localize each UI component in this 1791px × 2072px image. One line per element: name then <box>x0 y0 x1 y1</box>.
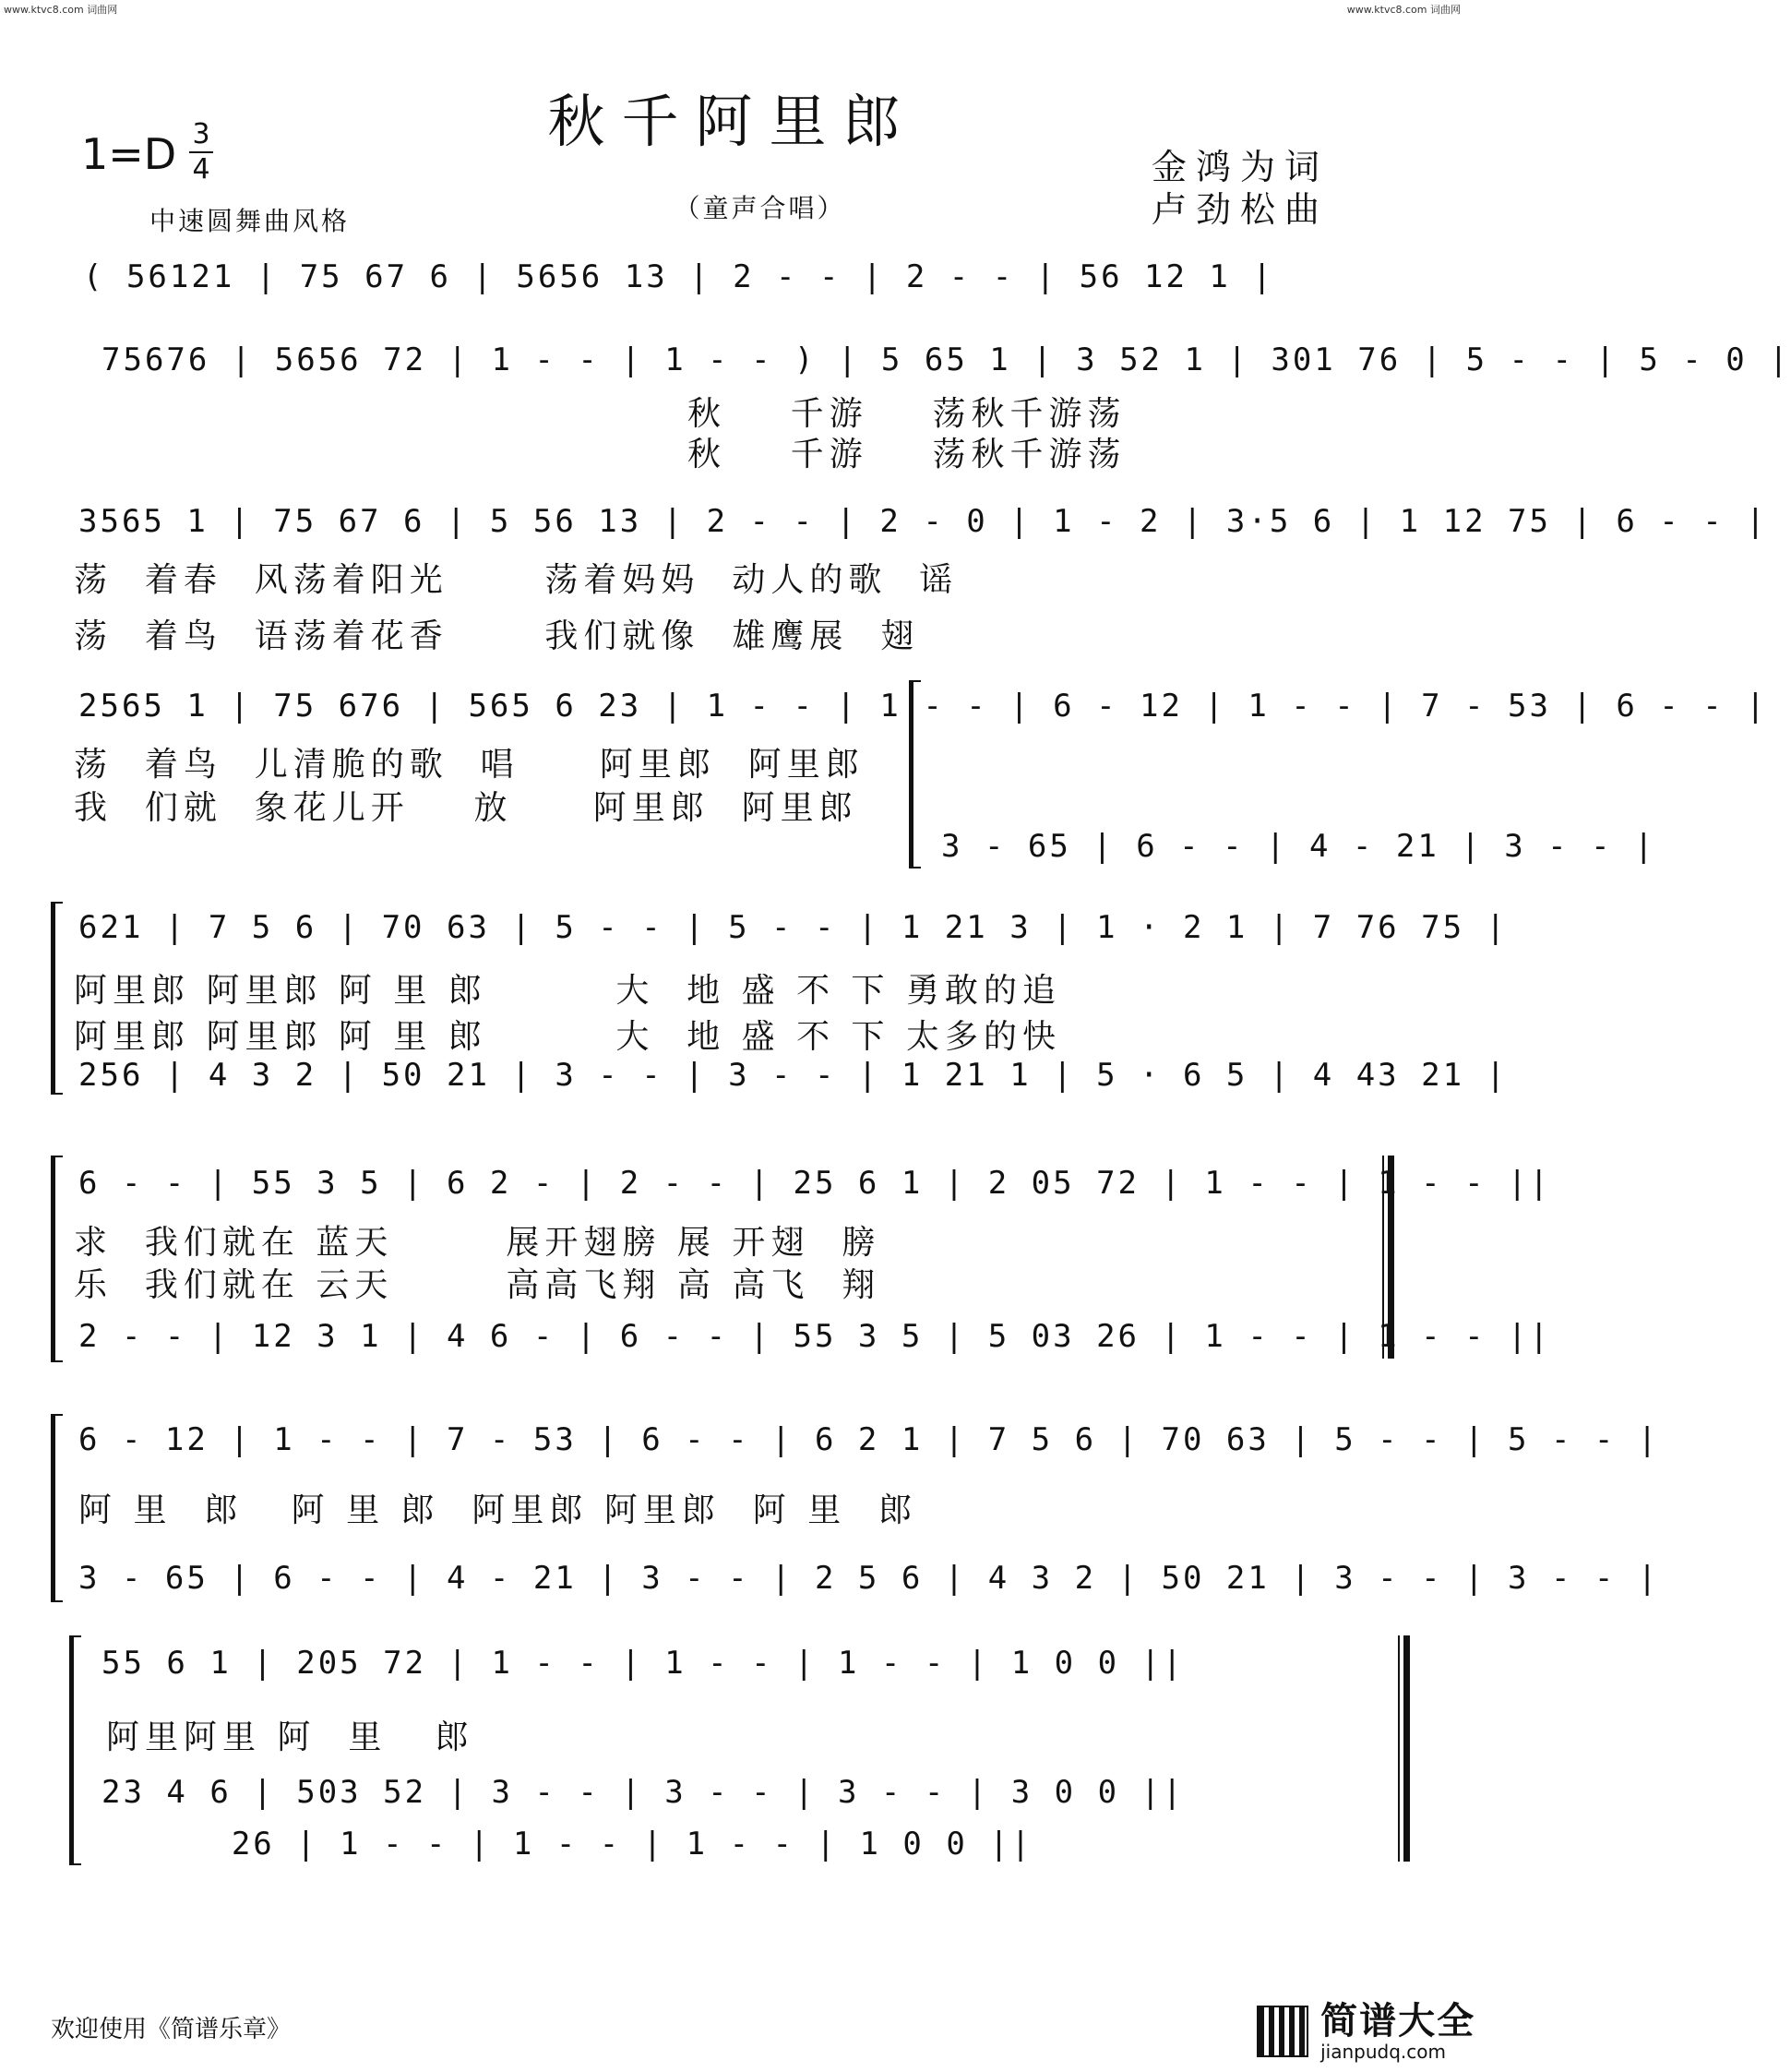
staff-notes: 621 | 7 5 6 | 70 63 | 5 - - | 5 - - | 1 21 3 | 1 · 2 1 | 7 76 75 | <box>78 909 1509 946</box>
site-label-right: www.ktvc8.com 词曲网 <box>1346 4 1461 16</box>
staff-lower-voice-2: 26 | 1 - - | 1 - - | 1 - - | 1 0 0 || <box>101 1826 1033 1862</box>
choir-brace <box>69 1635 81 1865</box>
choir-brace <box>909 680 921 868</box>
choir-brace <box>51 902 63 1095</box>
footer-text: 欢迎使用《简谱乐章》 <box>51 2016 292 2043</box>
lyric-verse-1: 荡 着春 风荡着阳光 荡着妈妈 动人的歌 谣 <box>74 561 959 599</box>
staff-notes: 75676 | 5656 72 | 1 - - | 1 - - ) | 5 65 1 | 3 52 1 | 301 76 | 5 - - | 5 - 0 | <box>101 341 1791 378</box>
staff-notes: 6 - - | 55 3 5 | 6 2 - | 2 - - | 25 6 1 | 2 05 72 | 1 - - | 1 - - || <box>78 1165 1551 1202</box>
lyric-verse-1: 阿 里 郎 阿 里 郎 阿里郎 阿里郎 阿 里 郎 <box>78 1491 918 1529</box>
lyric-verse-1: 秋 千游 荡秋千游荡 <box>687 395 1127 433</box>
final-barline <box>1398 1635 1410 1862</box>
choir-brace <box>51 1414 63 1602</box>
lyric-verse-1: 阿里郎 阿里郎 阿 里 郎 大 地 盛 不 下 勇敢的追 <box>74 972 1061 1010</box>
piano-keys-icon <box>1257 2006 1308 2057</box>
site-label-left: www.ktvc8.com 词曲网 <box>4 4 118 16</box>
logo-text <box>1320 2001 1475 2062</box>
lyric-verse-1: 求 我们就在 蓝天 展开翅膀 展 开翅 膀 <box>74 1224 881 1262</box>
lyric-verse-2: 我 们就 象花儿开 放 阿里郎 阿里郎 <box>74 789 858 827</box>
staff-notes: 55 6 1 | 205 72 | 1 - - | 1 - - | 1 - - | 1 0 0 || <box>101 1645 1185 1682</box>
lyric-verse-2: 阿里郎 阿里郎 阿 里 郎 大 地 盛 不 下 太多的快 <box>74 1018 1061 1056</box>
lyric-verse-2: 乐 我们就在 云天 高高飞翔 高 高飞 翔 <box>74 1266 881 1304</box>
song-title: 秋千阿里郎 <box>547 88 917 155</box>
subtitle: （童声合唱） <box>674 193 846 223</box>
time-signature-top: 3 <box>192 118 210 150</box>
choir-brace <box>51 1156 63 1362</box>
staff-lower-voice: 3 - 65 | 6 - - | 4 - 21 | 3 - - | <box>941 828 1656 865</box>
staff-lower-voice: 2 - - | 12 3 1 | 4 6 - | 6 - - | 55 3 5 | 5 03 26 | 1 - - | 1 - - || <box>78 1318 1551 1355</box>
staff-lower-voice: 256 | 4 3 2 | 50 21 | 3 - - | 3 - - | 1 21 1 | 5 · 6 5 | 4 43 21 | <box>78 1057 1509 1094</box>
lyric-verse-1: 荡 着鸟 儿清脆的歌 唱 阿里郎 阿里郎 <box>74 746 865 784</box>
lyricist-credit: 金鸿为词 <box>1152 147 1330 187</box>
staff-notes: 6 - 12 | 1 - - | 7 - 53 | 6 - - | 6 2 1 | 7 5 6 | 70 63 | 5 - - | 5 - - | <box>78 1421 1660 1458</box>
staff-notes: 3565 1 | 75 67 6 | 5 56 13 | 2 - - | 2 - 0 | 1 - 2 | 3·5 6 | 1 12 75 | 6 - - | <box>78 503 1768 540</box>
site-logo[interactable] <box>1257 2001 1475 2062</box>
staff-notes: ( 56121 | 75 67 6 | 5656 13 | 2 - - | 2 - - | 56 12 1 | <box>83 258 1274 295</box>
tempo-marking: 中速圆舞曲风格 <box>149 206 351 236</box>
staff-lower-voice: 23 4 6 | 503 52 | 3 - - | 3 - - | 3 - - | 3 0 0 || <box>101 1774 1185 1811</box>
key-signature: 1=D <box>81 129 177 179</box>
logo-url: jianpudq.com <box>1320 2041 1446 2063</box>
staff-notes: 2565 1 | 75 676 | 565 6 23 | 1 - - | 1 - - | 6 - 12 | 1 - - | 7 - 53 | 6 - - | <box>78 688 1768 725</box>
logo-name: 简谱大全 <box>1320 2000 1476 2042</box>
lyric-verse-2: 秋 千游 荡秋千游荡 <box>687 436 1127 473</box>
time-signature <box>189 118 213 186</box>
lyric-verse-2: 荡 着鸟 语荡着花香 我们就像 雄鹰展 翅 <box>74 617 920 655</box>
time-signature-bottom: 4 <box>192 153 210 186</box>
repeat-end-barline <box>1382 1156 1394 1359</box>
composer-credit: 卢劲松曲 <box>1152 189 1330 230</box>
staff-lower-voice: 3 - 65 | 6 - - | 4 - 21 | 3 - - | 2 5 6 | 4 3 2 | 50 21 | 3 - - | 3 - - | <box>78 1560 1660 1597</box>
lyric-verse-1: 阿里阿里 阿 里 郎 <box>106 1719 474 1756</box>
